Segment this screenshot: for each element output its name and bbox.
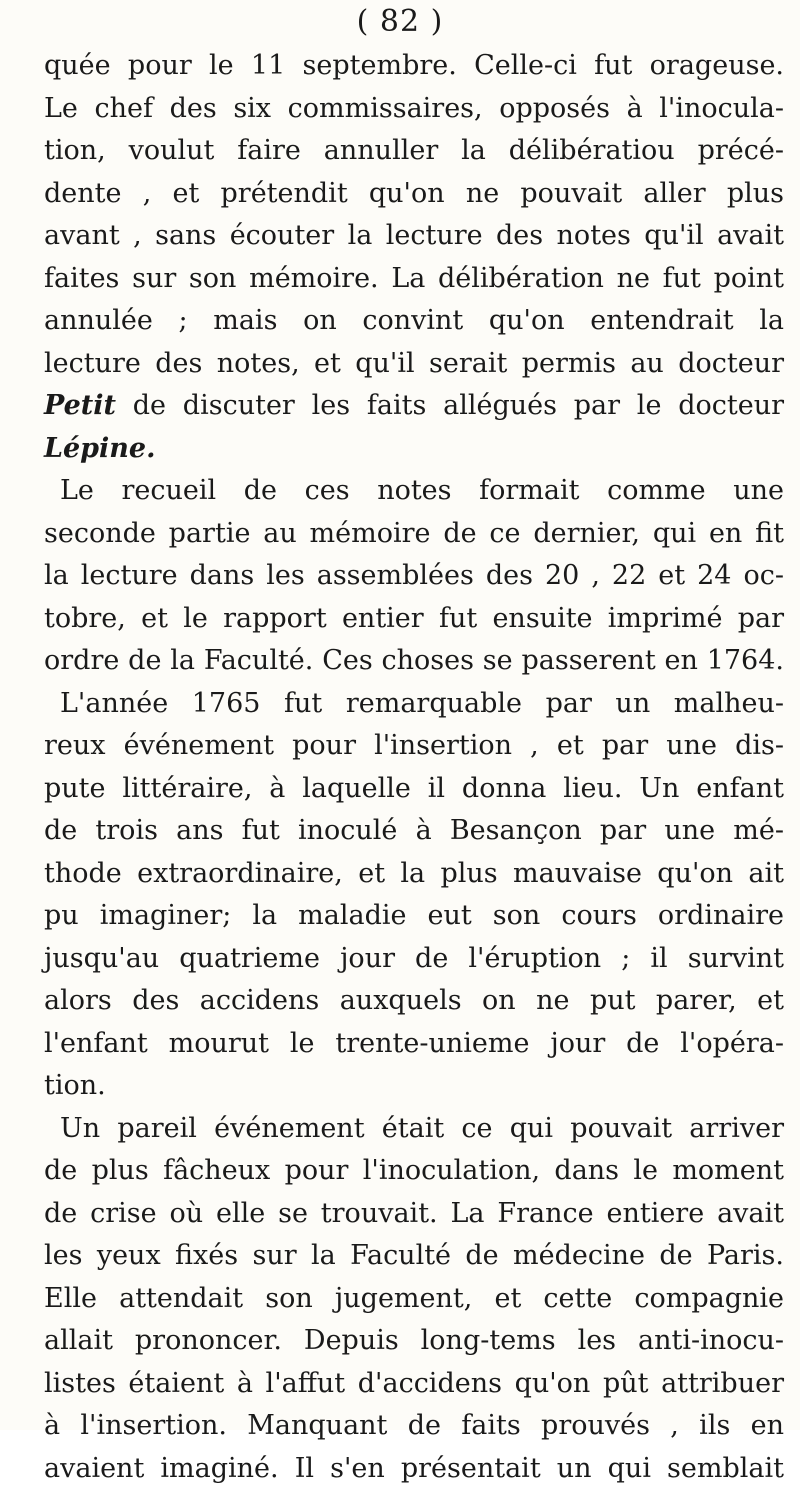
text-line: de crise où elle se trouvait. La France entiere avait — [44, 1193, 784, 1236]
body-text — [44, 45, 784, 1490]
text-line: l'enfant mourut le trente-unieme jour de l'opéra- — [44, 1023, 784, 1066]
text-line — [44, 428, 784, 471]
text-line: reux événement pour l'insertion , et par une dis- — [44, 725, 784, 768]
paragraph-start: Un pareil événement était ce qui pouvait arriver — [44, 1108, 784, 1151]
text-line: de plus fâcheux pour l'inoculation, dans le moment — [44, 1150, 784, 1193]
text-line: tion. — [44, 1065, 784, 1108]
text-line: faites sur son mémoire. La délibération ne fut point — [44, 258, 784, 301]
text-line: dente , et prétendit qu'on ne pouvait aller plus — [44, 173, 784, 216]
text-line: Elle attendait son jugement, et cette compagnie — [44, 1278, 784, 1321]
text-line: alors des accidens auxquels on ne put parer, et — [44, 980, 784, 1023]
text-line: quée pour le 11 septembre. Celle-ci fut orageuse. — [44, 45, 784, 88]
text-line: lecture des notes, et qu'il serait permis au docteur — [44, 343, 784, 386]
name-lepine: Lépine. — [44, 433, 156, 464]
paragraph-start: Le recueil de ces notes formait comme une — [44, 470, 784, 513]
text-line: allait prononcer. Depuis long-tems les anti-inocu- — [44, 1320, 784, 1363]
text-line: seconde partie au mémoire de ce dernier, qui en fit — [44, 513, 784, 556]
text-line: Le chef des six commissaires, opposés à l'inocula- — [44, 88, 784, 131]
text-line: pute littéraire, à laquelle il donna lieu. Un enfant — [44, 768, 784, 811]
text-line: pu imaginer; la maladie eut son cours ordinaire — [44, 895, 784, 938]
text-line: la lecture dans les assemblées des 20 , 22 et 24 oc- — [44, 555, 784, 598]
text-line: jusqu'au quatrieme jour de l'éruption ; il survint — [44, 938, 784, 981]
text-line — [44, 385, 784, 428]
text-line: thode extraordinaire, et la plus mauvaise qu'on ait — [44, 853, 784, 896]
text-line: à l'insertion. Manquant de faits prouvés , ils en — [44, 1405, 784, 1448]
text-run: de discuter les faits allégués par le docteur — [116, 390, 784, 421]
text-line: les yeux fixés sur la Faculté de médecine de Paris. — [44, 1235, 784, 1278]
text-line: tion, voulut faire annuller la délibératiou précé- — [44, 130, 784, 173]
text-line: ordre de la Faculté. Ces choses se passerent en 1764. — [44, 640, 784, 683]
text-line: avant , sans écouter la lecture des notes qu'il avait — [44, 215, 784, 258]
name-petit: Petit — [44, 390, 116, 421]
text-line: avaient imaginé. Il s'en présentait un qui semblait — [44, 1448, 784, 1490]
paragraph-start: L'année 1765 fut remarquable par un malheu- — [44, 683, 784, 726]
text-line: annulée ; mais on convint qu'on entendrait la — [44, 300, 784, 343]
page-number: ( 82 ) — [0, 2, 800, 42]
text-line: tobre, et le rapport entier fut ensuite imprimé par — [44, 598, 784, 641]
text-line: listes étaient à l'affut d'accidens qu'on pût attribuer — [44, 1363, 784, 1406]
text-line: de trois ans fut inoculé à Besançon par une mé- — [44, 810, 784, 853]
